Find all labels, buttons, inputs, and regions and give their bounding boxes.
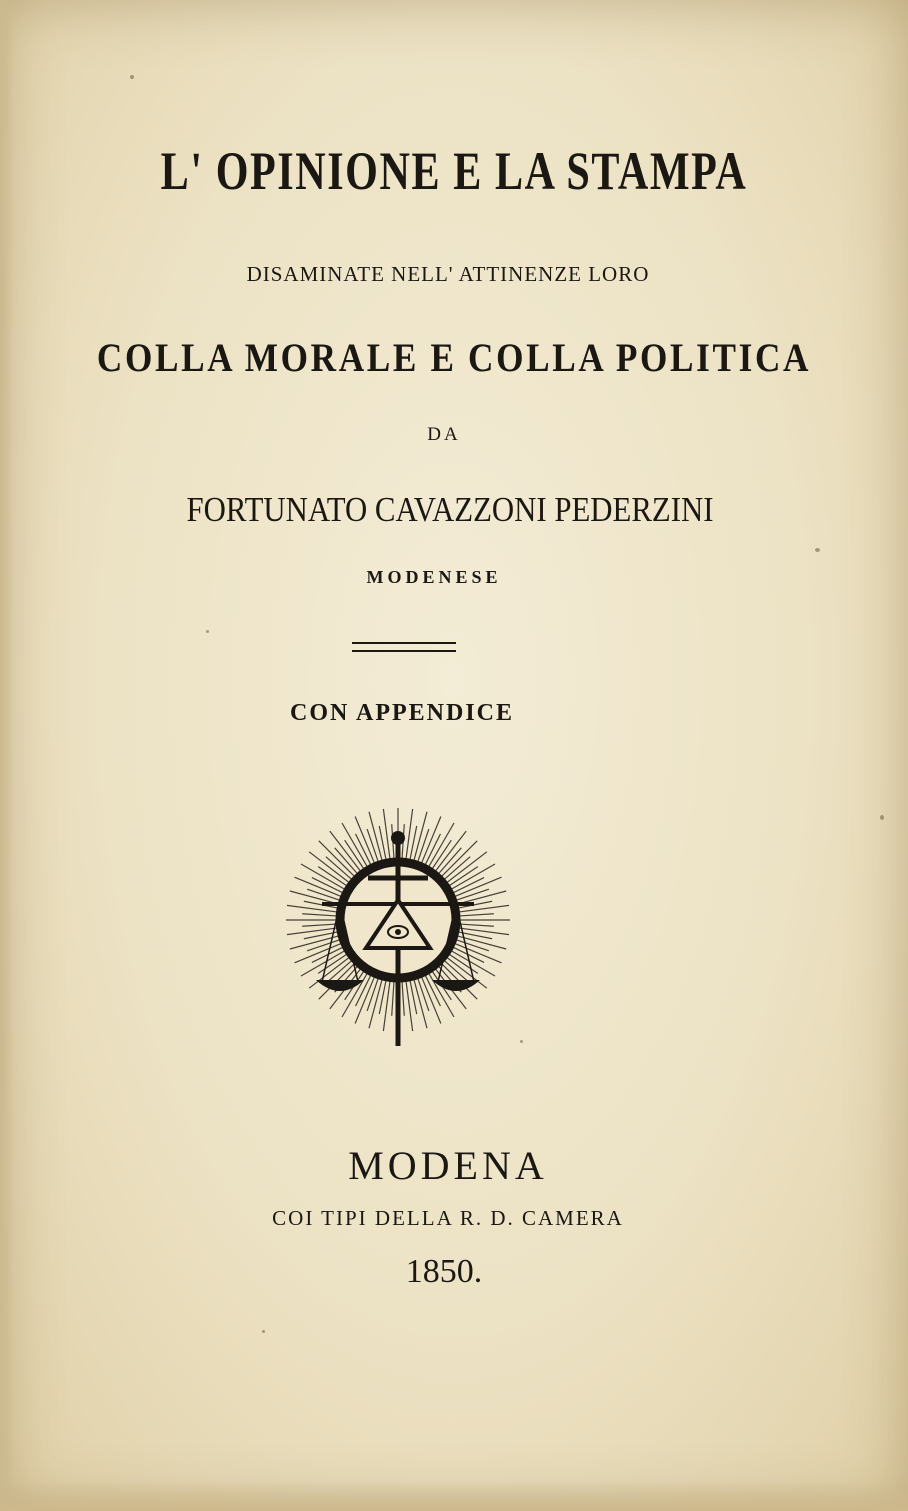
book-headline: COLLA MORALE E COLLA POLITICA	[96, 335, 812, 380]
emblem-ray	[326, 857, 353, 881]
appendix-note: CON APPENDICE	[289, 700, 514, 726]
author-name: FORTUNATO CAVAZZONI PEDERZINI	[186, 490, 714, 529]
double-rule-bottom	[352, 650, 456, 652]
emblem-ray	[443, 857, 470, 881]
imprint-year: 1850.	[405, 1253, 483, 1290]
author-origin: MODENESE	[366, 567, 502, 587]
emblem-ray	[302, 914, 338, 916]
emblem-ray	[440, 841, 477, 878]
emblem-ray	[402, 980, 404, 1016]
emblem-ray	[392, 980, 394, 1016]
emblem-ray	[302, 924, 338, 926]
paper-speck	[130, 75, 134, 79]
page-bottom-shading	[0, 1481, 908, 1511]
book-subtitle: DISAMINATE NELL' ATTINENZE LORO	[246, 262, 650, 286]
emblem-ray	[443, 960, 470, 984]
paper-speck	[206, 630, 209, 633]
book-title: L' OPINIONE E LA STAMPA	[160, 141, 748, 201]
emblem-ray	[335, 848, 359, 875]
double-rule-top	[352, 642, 456, 644]
paper-speck	[880, 815, 884, 820]
paper-speck	[262, 1330, 265, 1333]
imprint-city: MODENA	[348, 1143, 548, 1188]
by-line: DA	[427, 424, 461, 445]
paper-speck	[520, 1040, 523, 1043]
emblem-ray	[458, 924, 494, 926]
emblem-ray	[458, 914, 494, 916]
masonic-emblem-icon	[282, 796, 514, 1052]
emblem-ray	[438, 848, 462, 875]
imprint-printer: COI TIPI DELLA R. D. CAMERA	[272, 1206, 624, 1230]
emblem-ray	[326, 960, 353, 984]
paper-speck	[815, 548, 820, 552]
emblem-ray	[319, 841, 356, 878]
